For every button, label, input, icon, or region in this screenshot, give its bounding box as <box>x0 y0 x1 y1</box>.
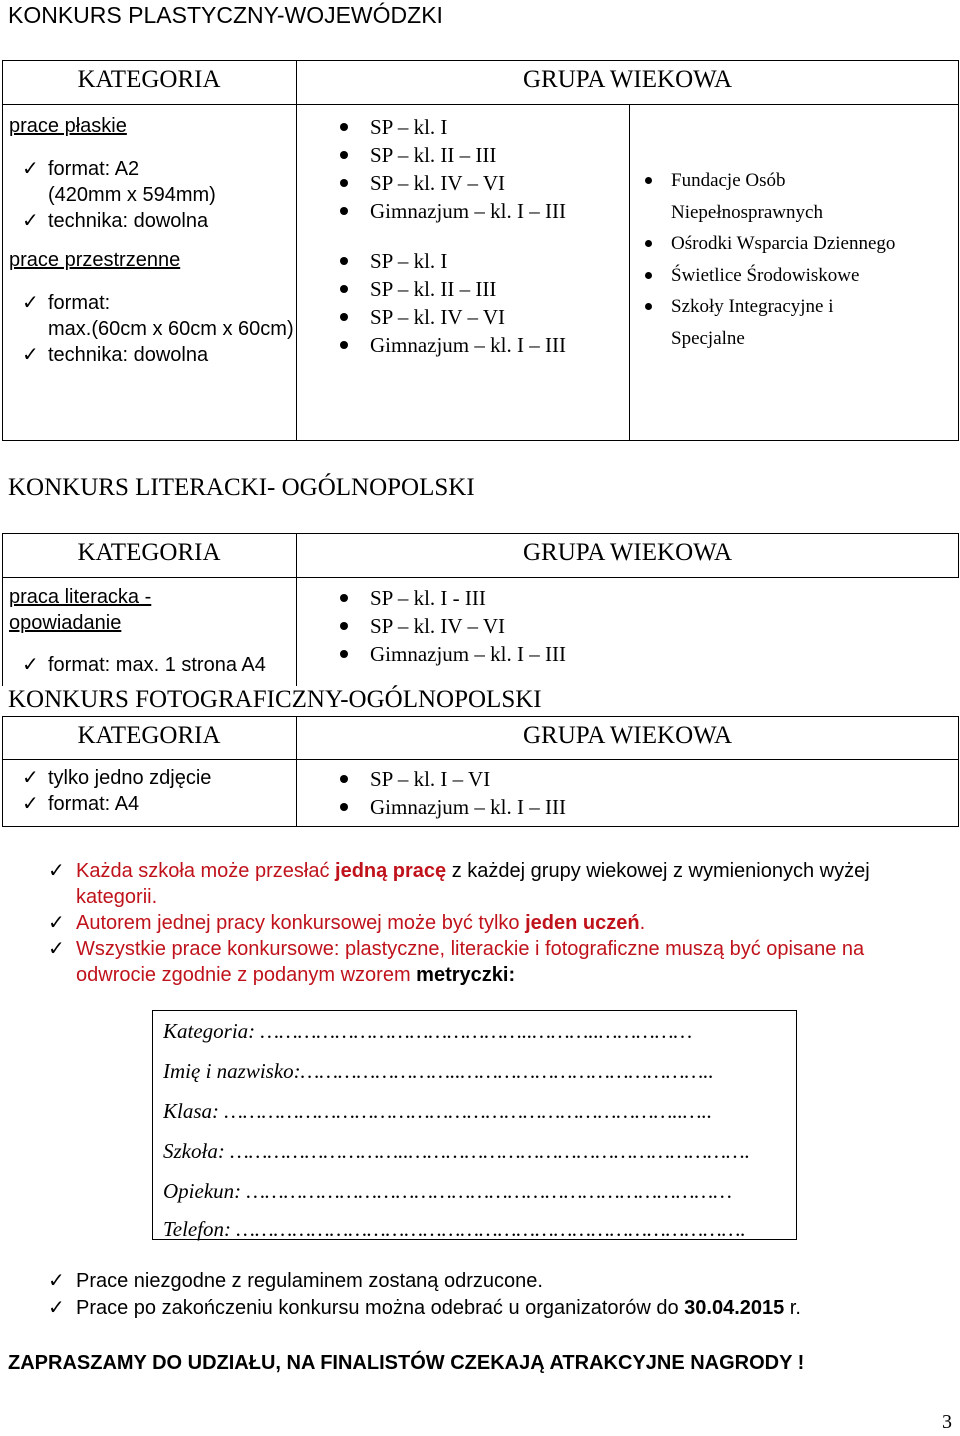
rule-item: ✓ Autorem jednej pracy konkursowej może być tylko jeden uczeń. <box>48 912 646 934</box>
age-group-list-photo: SP – kl. I – VI Gimnazjum – kl. I – III <box>370 765 566 821</box>
category-literary: praca literacka - <box>9 586 152 608</box>
checkmark-icon: ✓ <box>22 793 39 815</box>
checkmark-icon: ✓ <box>48 860 65 882</box>
bullet-icon <box>340 123 348 131</box>
metryczka-form <box>152 1010 797 1240</box>
institutions-list: Fundacje Osób Niepełnosprawnych Ośrodki Wsparcia Dziennego Świetlice Środowiskowe Szkoły Integracyjne i Specjalne <box>671 165 895 354</box>
list-item: ✓ tylko jedno zdjęcie <box>22 767 212 789</box>
checkmark-icon: ✓ <box>48 912 65 934</box>
bullet-icon <box>340 650 348 658</box>
bullet-icon <box>340 285 348 293</box>
checkmark-icon: ✓ <box>22 158 39 180</box>
category-3d-works: prace przestrzenne <box>9 249 181 271</box>
list-item: ✓ format: <box>22 292 111 314</box>
notes-list <box>50 1268 801 1322</box>
bullet-icon <box>340 341 348 349</box>
metryczka-line-school: Szkoła: ………………………..………………………………………………. <box>163 1139 750 1163</box>
metryczka-line-phone: Telefon: ………………………………………………………………………. <box>163 1217 746 1241</box>
age-group-list-flat: SP – kl. I SP – kl. II – III SP – kl. IV – VI Gimnazjum – kl. I – III <box>370 113 566 225</box>
rule-item: ✓ Każda szkoła może przesłać jedną pracę z każdej grupy wiekowej z wymienionych wyżej kategorii. <box>48 860 870 908</box>
list-item: ✓ technika: dowolna <box>22 210 209 232</box>
column-header-age-group: GRUPA WIEKOWA <box>522 722 733 749</box>
note-item: ✓ Prace niezgodne z regulaminem zostaną odrzucone. <box>50 1268 801 1295</box>
column-header-category: KATEGORIA <box>77 539 221 566</box>
list-item: max.(60cm x 60cm x 60cm) <box>48 318 294 340</box>
bullet-icon <box>340 622 348 630</box>
checkmark-icon: ✓ <box>22 767 39 789</box>
rule-item: ✓ Wszystkie prace konkursowe: plastyczne, literackie i fotograficzne muszą być opisane na odwrocie zgodnie z podanym wzorem metryczki: <box>48 938 865 986</box>
page-number: 3 <box>942 1411 952 1433</box>
age-group-list-literary: SP – kl. I - III SP – kl. IV – VI Gimnazjum – kl. I – III <box>370 584 566 668</box>
list-item: (420mm x 594mm) <box>48 184 216 206</box>
bullet-icon <box>645 303 652 310</box>
list-item: ✓ format: A4 <box>22 793 140 815</box>
category-literary-subtitle: opowiadanie <box>9 612 122 634</box>
bullet-icon <box>645 272 652 279</box>
bullet-icon <box>340 151 348 159</box>
column-header-category: KATEGORIA <box>77 722 221 749</box>
list-item: ✓ format: max. 1 strona A4 <box>22 654 266 676</box>
bullet-icon <box>340 594 348 602</box>
checkmark-icon: ✓ <box>22 654 39 676</box>
bullet-icon <box>340 257 348 265</box>
bullet-icon <box>645 177 652 184</box>
checkmark-icon: ✓ <box>48 1270 65 1292</box>
list-item: ✓ technika: dowolna <box>22 344 209 366</box>
checkmark-icon: ✓ <box>48 1297 65 1319</box>
column-header-age-group: GRUPA WIEKOWA <box>522 539 733 566</box>
checkmark-icon: ✓ <box>22 210 39 232</box>
bullet-icon <box>340 179 348 187</box>
column-header-age-group: GRUPA WIEKOWA <box>522 66 733 93</box>
section-title-literacki: KONKURS LITERACKI- OGÓLNOPOLSKI <box>8 474 475 501</box>
metryczka-line-category: Kategoria: ……………………………………..………..…………… <box>163 1019 693 1043</box>
rules-list <box>50 858 955 988</box>
checkmark-icon: ✓ <box>22 344 39 366</box>
column-header-category: KATEGORIA <box>77 66 221 93</box>
category-flat-works: prace płaskie <box>9 115 127 137</box>
metryczka-line-tutor: Opiekun: …………………………………………………………………… <box>163 1179 732 1203</box>
bullet-icon <box>645 240 652 247</box>
bullet-icon <box>340 775 348 783</box>
age-group-list-3d: SP – kl. I SP – kl. II – III SP – kl. IV – VI Gimnazjum – kl. I – III <box>370 247 566 359</box>
note-item: ✓ Prace po zakończeniu konkursu można odebrać u organizatorów do 30.04.2015 r. <box>50 1295 801 1322</box>
checkmark-icon: ✓ <box>48 938 65 960</box>
section-title-plastyczny: KONKURS PLASTYCZNY-WOJEWÓDZKI <box>8 2 443 28</box>
bullet-icon <box>340 313 348 321</box>
metryczka-line-class: Klasa: ………………………………………………………………..….. <box>163 1099 713 1123</box>
checkmark-icon: ✓ <box>22 292 39 314</box>
bullet-icon <box>340 207 348 215</box>
list-item: ✓ format: A2 <box>22 158 140 180</box>
bullet-icon <box>340 803 348 811</box>
section-title-fotograficzny: KONKURS FOTOGRAFICZNY-OGÓLNOPOLSKI <box>8 686 542 713</box>
metryczka-line-name: Imię i nazwisko:……………………..………………………………….. <box>163 1059 714 1083</box>
invitation-text: ZAPRASZAMY DO UDZIAŁU, NA FINALISTÓW CZEKAJĄ ATRAKCYJNE NAGRODY ! <box>8 1352 805 1374</box>
